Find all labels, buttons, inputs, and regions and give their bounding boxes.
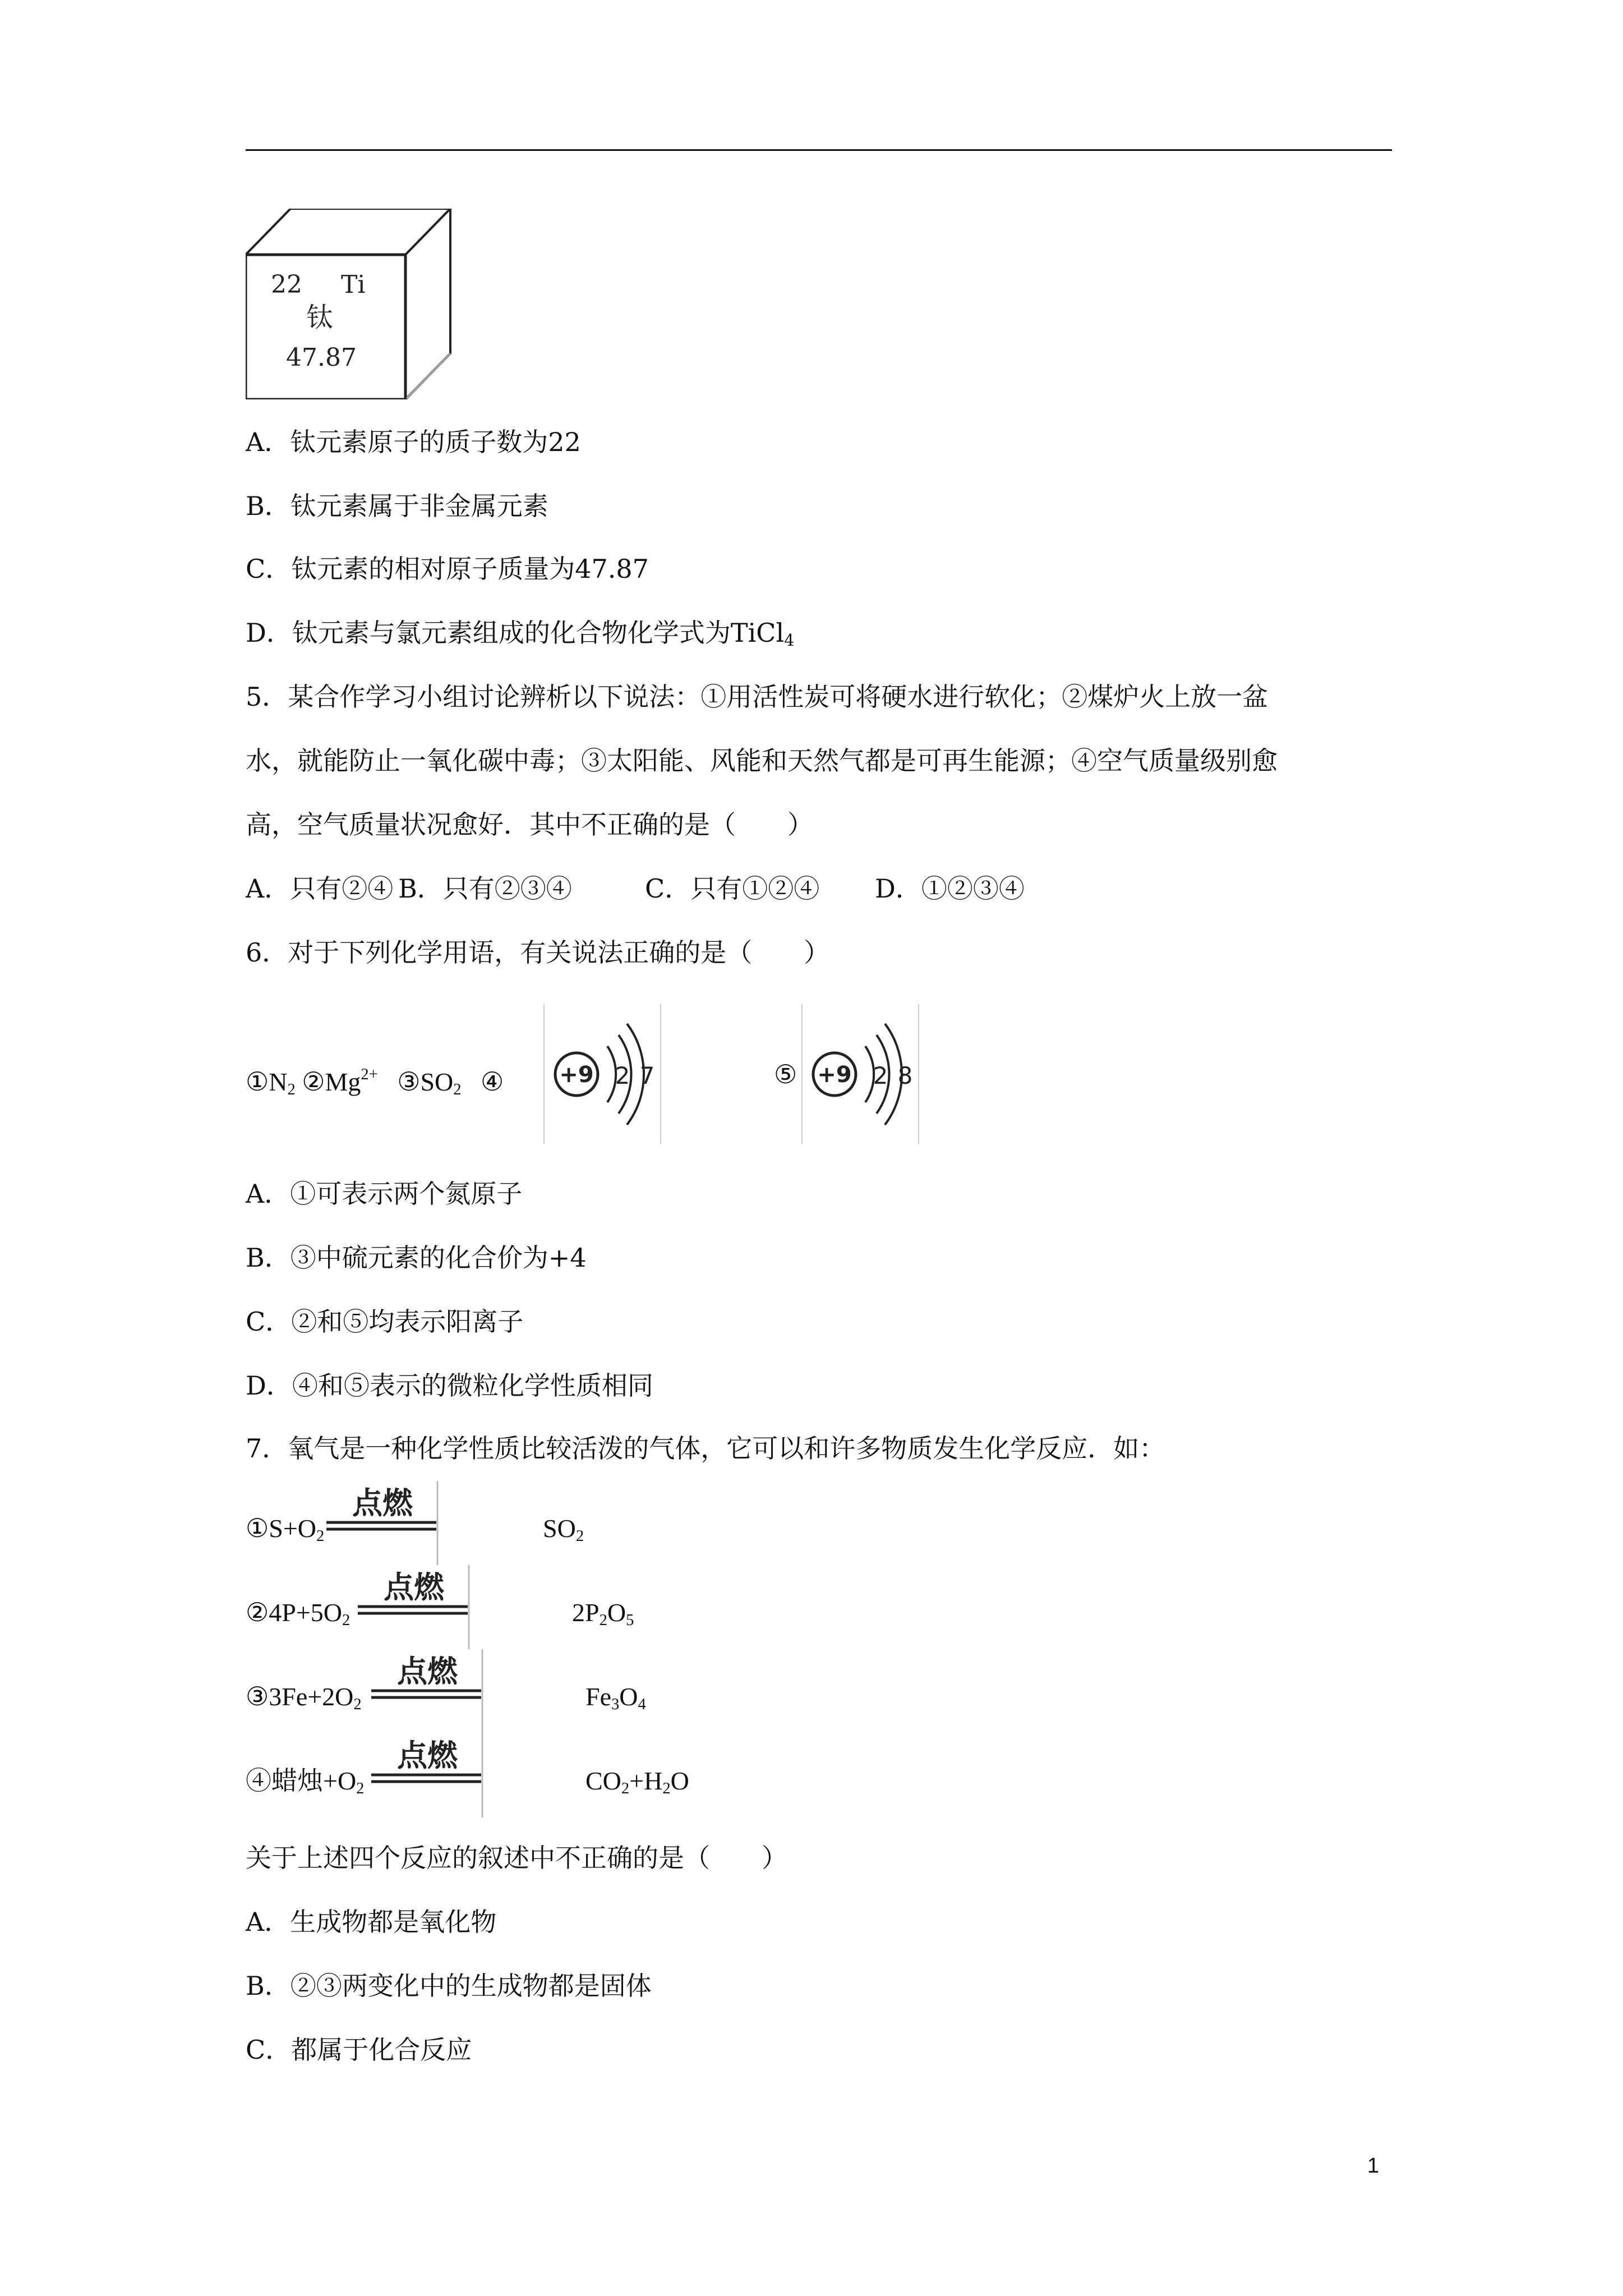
q7-option-c: C．都属于化合反应 bbox=[246, 2035, 472, 2065]
q5-stem-line-2: 水，就能防止一氧化碳中毒；③太阳能、风能和天然气都是可再生能源；④空气质量级别愈 bbox=[246, 746, 1278, 776]
q6-option-d: D．④和⑤表示的微粒化学性质相同 bbox=[246, 1370, 653, 1401]
reaction-2-lhs: $②4P+5O_2$ bbox=[246, 1598, 351, 1630]
atom4-shell-2: 7 bbox=[639, 1062, 655, 1089]
reaction-2-rhs: $2P_2O_5$ bbox=[572, 1598, 634, 1630]
page-number: 1 bbox=[1367, 2154, 1380, 2178]
q4-option-d-text: D．钛元素与氯元素组成的化合物化学式为TiCl bbox=[246, 618, 785, 648]
tile-mass: 47.87 bbox=[286, 343, 357, 372]
reaction-4-condition-arrow bbox=[371, 1733, 483, 1818]
q4-option-c: C．钛元素的相对原子质量为47.87 bbox=[246, 554, 649, 584]
q6-symbols-row bbox=[246, 1058, 504, 1107]
q5-option-c: C．只有①②④ bbox=[645, 873, 820, 904]
q5-option-d: D．①②③④ bbox=[875, 873, 1025, 904]
tile-name: 钛 bbox=[306, 302, 334, 333]
q5-option-a: A．只有②④ bbox=[246, 873, 394, 904]
q6-symbol-1-sub: 2 bbox=[287, 1081, 296, 1099]
atom-structure-diagram-4 bbox=[543, 1004, 662, 1144]
atom-structure-diagram-5 bbox=[801, 1004, 920, 1144]
atom4-shell-1: 2 bbox=[615, 1062, 630, 1089]
q5-stem-line-3: 高，空气质量状况愈好．其中不正确的是（ ） bbox=[246, 809, 813, 840]
q4-option-d-subscript: 4 bbox=[784, 631, 795, 650]
q7-option-b: B．②③两变化中的生成物都是固体 bbox=[246, 1971, 652, 2001]
q7-question: 关于上述四个反应的叙述中不正确的是（ ） bbox=[246, 1843, 787, 1873]
q6-symbol-2: ②Mg bbox=[302, 1067, 361, 1096]
q7-stem: 7．氧气是一种化学性质比较活泼的气体，它可以和许多物质发生化学反应．如： bbox=[246, 1433, 1165, 1464]
reaction-4-condition-label: 点燃 bbox=[397, 1738, 458, 1773]
reaction-4-lhs: ④蜡烛$+O_2$ bbox=[246, 1766, 365, 1798]
reaction-1-condition-label: 点燃 bbox=[352, 1485, 413, 1521]
atom5-shell-1: 2 bbox=[873, 1062, 888, 1089]
reaction-3-lhs: $③3Fe+2O_2$ bbox=[246, 1682, 362, 1714]
q5-stem-line-1: 5．某合作学习小组讨论辨析以下说法：①用活性炭可将硬水进行软化；②煤炉火上放一盆 bbox=[246, 682, 1269, 712]
reaction-3-condition-arrow bbox=[371, 1649, 483, 1733]
q6-option-a: A．①可表示两个氮原子 bbox=[246, 1179, 523, 1209]
tile-symbol: Ti bbox=[341, 270, 366, 299]
q4-option-a: A．钛元素原子的质子数为22 bbox=[246, 427, 581, 457]
q6-symbol-4: ④ bbox=[481, 1067, 504, 1096]
q6-option-b: B．③中硫元素的化合价为+4 bbox=[246, 1243, 587, 1273]
reaction-1-rhs: $SO_2$ bbox=[543, 1514, 584, 1545]
atom5-shell-2: 8 bbox=[897, 1062, 913, 1089]
reaction-1-condition-arrow bbox=[326, 1481, 439, 1565]
reaction-3-condition-label: 点燃 bbox=[397, 1654, 458, 1689]
q6-symbol-3-sub: 2 bbox=[453, 1081, 462, 1099]
q6-stem: 6．对于下列化学用语，有关说法正确的是（ ） bbox=[246, 937, 830, 968]
q6-option-c: C．②和⑤均表示阳离子 bbox=[246, 1306, 524, 1337]
reaction-2-condition-arrow bbox=[358, 1565, 470, 1649]
q7-option-a: A．生成物都是氧化物 bbox=[246, 1907, 497, 1937]
q6-symbol-3: ③SO bbox=[397, 1067, 454, 1096]
q6-symbol-1: ①N bbox=[246, 1067, 288, 1096]
q6-symbol-2-sup: 2+ bbox=[361, 1066, 378, 1083]
atom4-nucleus: +9 bbox=[559, 1062, 594, 1088]
reaction-4-rhs: $CO_2+H_2O$ bbox=[585, 1766, 689, 1798]
reaction-2-condition-label: 点燃 bbox=[384, 1570, 444, 1605]
reaction-1-lhs: $①S+O_2$ bbox=[246, 1514, 325, 1545]
q6-symbol-5: ⑤ bbox=[774, 1060, 797, 1089]
q5-option-b: B．只有②③④ bbox=[398, 873, 572, 904]
reaction-3-rhs: $Fe_3O_4$ bbox=[585, 1682, 646, 1714]
atom5-nucleus: +9 bbox=[817, 1062, 852, 1088]
q4-option-b: B．钛元素属于非金属元素 bbox=[246, 491, 548, 521]
q4-option-d bbox=[246, 616, 794, 657]
header-rule bbox=[246, 149, 1392, 151]
element-tile-image bbox=[246, 209, 459, 399]
tile-atomic-number: 22 bbox=[271, 270, 302, 299]
